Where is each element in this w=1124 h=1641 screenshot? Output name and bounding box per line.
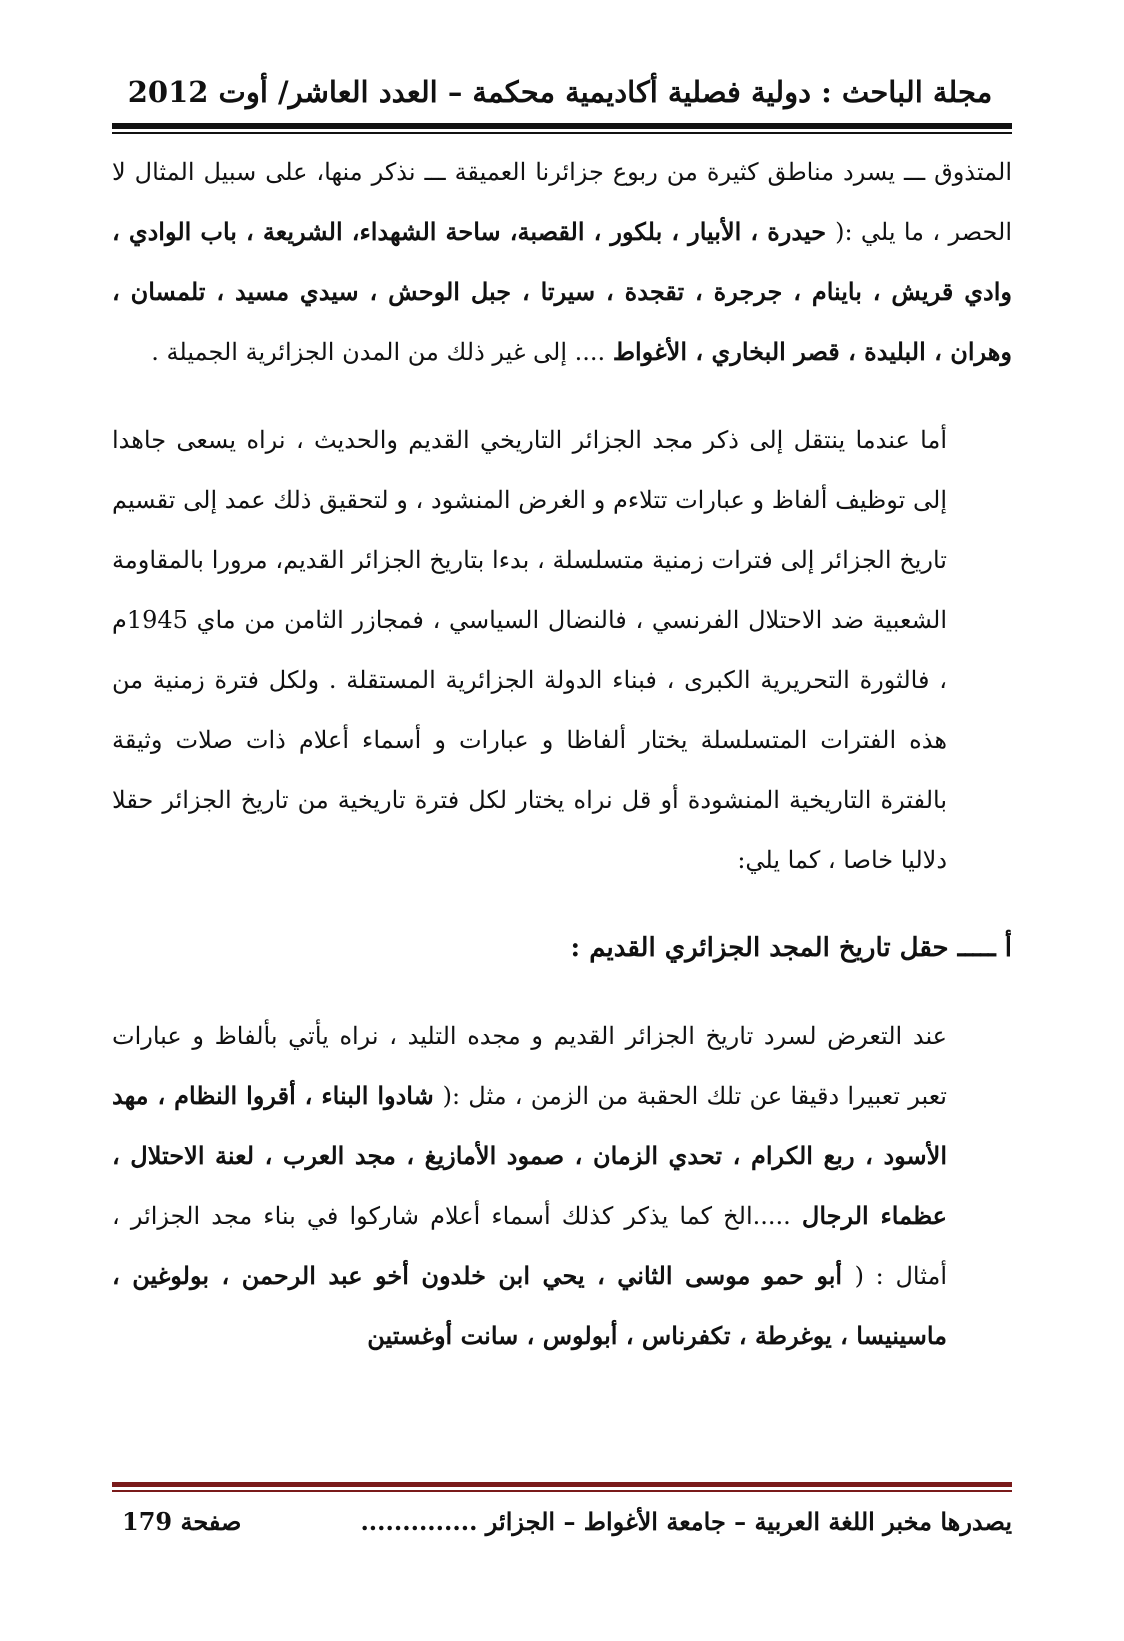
journal-header: مجلة الباحث : دولية فصلية أكاديمية محكمة – العدد العاشر/ أوت 2012 xyxy=(127,75,993,109)
text-run: عند التعرض لسرد تاريخ الجزائر القديم و مجده التليد ، نراه يأتي بألفاظ و عبارات تعبر تعبيرا دقيقا عن تلك الحقبة من الزمن ، مثل :( xyxy=(112,1022,947,1110)
section-heading: أ ـــــ حقل تاريخ المجد الجزائري القديم : xyxy=(570,933,1012,963)
text-run: المتذوق ـــ يسرد مناطق كثيرة من ربوع جزائرنا العميقة ـــ نذكر منها، على سبيل المثال لا الحصر ، ما يلي :( xyxy=(112,158,1012,246)
text-run: .....الخ كما يذكر كذلك أسماء أعلام شاركوا في بناء مجد الجزائر ، أمثال : ( xyxy=(112,1202,947,1290)
paragraph-history: أما عندما ينتقل إلى ذكر مجد الجزائر التاريخي القديم والحديث ، نراه يسعى جاهدا إلى توظيف ألفاظ و عبارات تتلاءم و الغرض المنشود ، و لتحقيق ذلك عمد إلى تقسيم تاريخ الجزائر إلى فترات زمنية متسلسلة ، بدءا بتاريخ الجزائر القديم، مرورا بالمقاومة الشعبية ضد الاحتلال الفرنسي ، فالنضال السياسي ، فمجازر الثامن من ماي 1945م ، فالثورة التحريرية الكبرى ، فبناء الدولة الجزائرية المستقلة . ولكل فترة زمنية من هذه الفترات المتسلسلة يختار ألفاظا و عبارات و أسماء أعلام ذات صلات وثيقة بالفترة التاريخية المنشودة أو قل نراه يختار لكل فترة تاريخية من تاريخ الجزائر حقلا دلاليا خاصا ، كما يلي: xyxy=(112,426,948,874)
text-run-bold: شادوا البناء ، أقروا النظام ، مهد الأسود ، ربع الكرام ، تحدي الزمان ، صمود الأمازيغ ، مجد العرب ، لعنة الاحتلال ، عظماء الرجال xyxy=(112,1081,947,1230)
text-run-bold: حيدرة ، الأبيار ، بلكور ، القصبة، ساحة الشهداء، الشريعة ، باب الوادي ، وادي قريش ، باينام ، جرجرة ، تقجدة ، سيرتا ، جبل الوحش ، سيدي مسيد ، تلمسان ، وهران ، البليدة ، قصر البخاري ، الأغواط xyxy=(112,217,1012,366)
text-run: .... إلى غير ذلك من المدن الجزائرية الجميلة . xyxy=(151,338,613,366)
page-number: صفحة 179 xyxy=(122,1507,242,1536)
header-rule-thick xyxy=(112,123,1012,129)
page-footer xyxy=(112,1502,1012,1542)
paragraph-ancient-glory xyxy=(112,1006,1012,1366)
footer-rule-thick xyxy=(112,1482,1012,1487)
header-rule-thin xyxy=(112,132,1012,134)
footer-publisher: يصدرها مخبر اللغة العربية – جامعة الأغواط – الجزائر .............. xyxy=(360,1507,1012,1536)
paragraph-cities xyxy=(112,142,1012,382)
body-text xyxy=(112,142,1012,1366)
text-run-bold: أبو حمو موسى الثاني ، يحي ابن خلدون أخو عبد الرحمن ، بولوغين ، ماسينيسا ، يوغرطة ، تكفرناس ، أبولوس ، سانت أوغستين xyxy=(112,1261,947,1350)
footer-rule-thin xyxy=(112,1490,1012,1492)
